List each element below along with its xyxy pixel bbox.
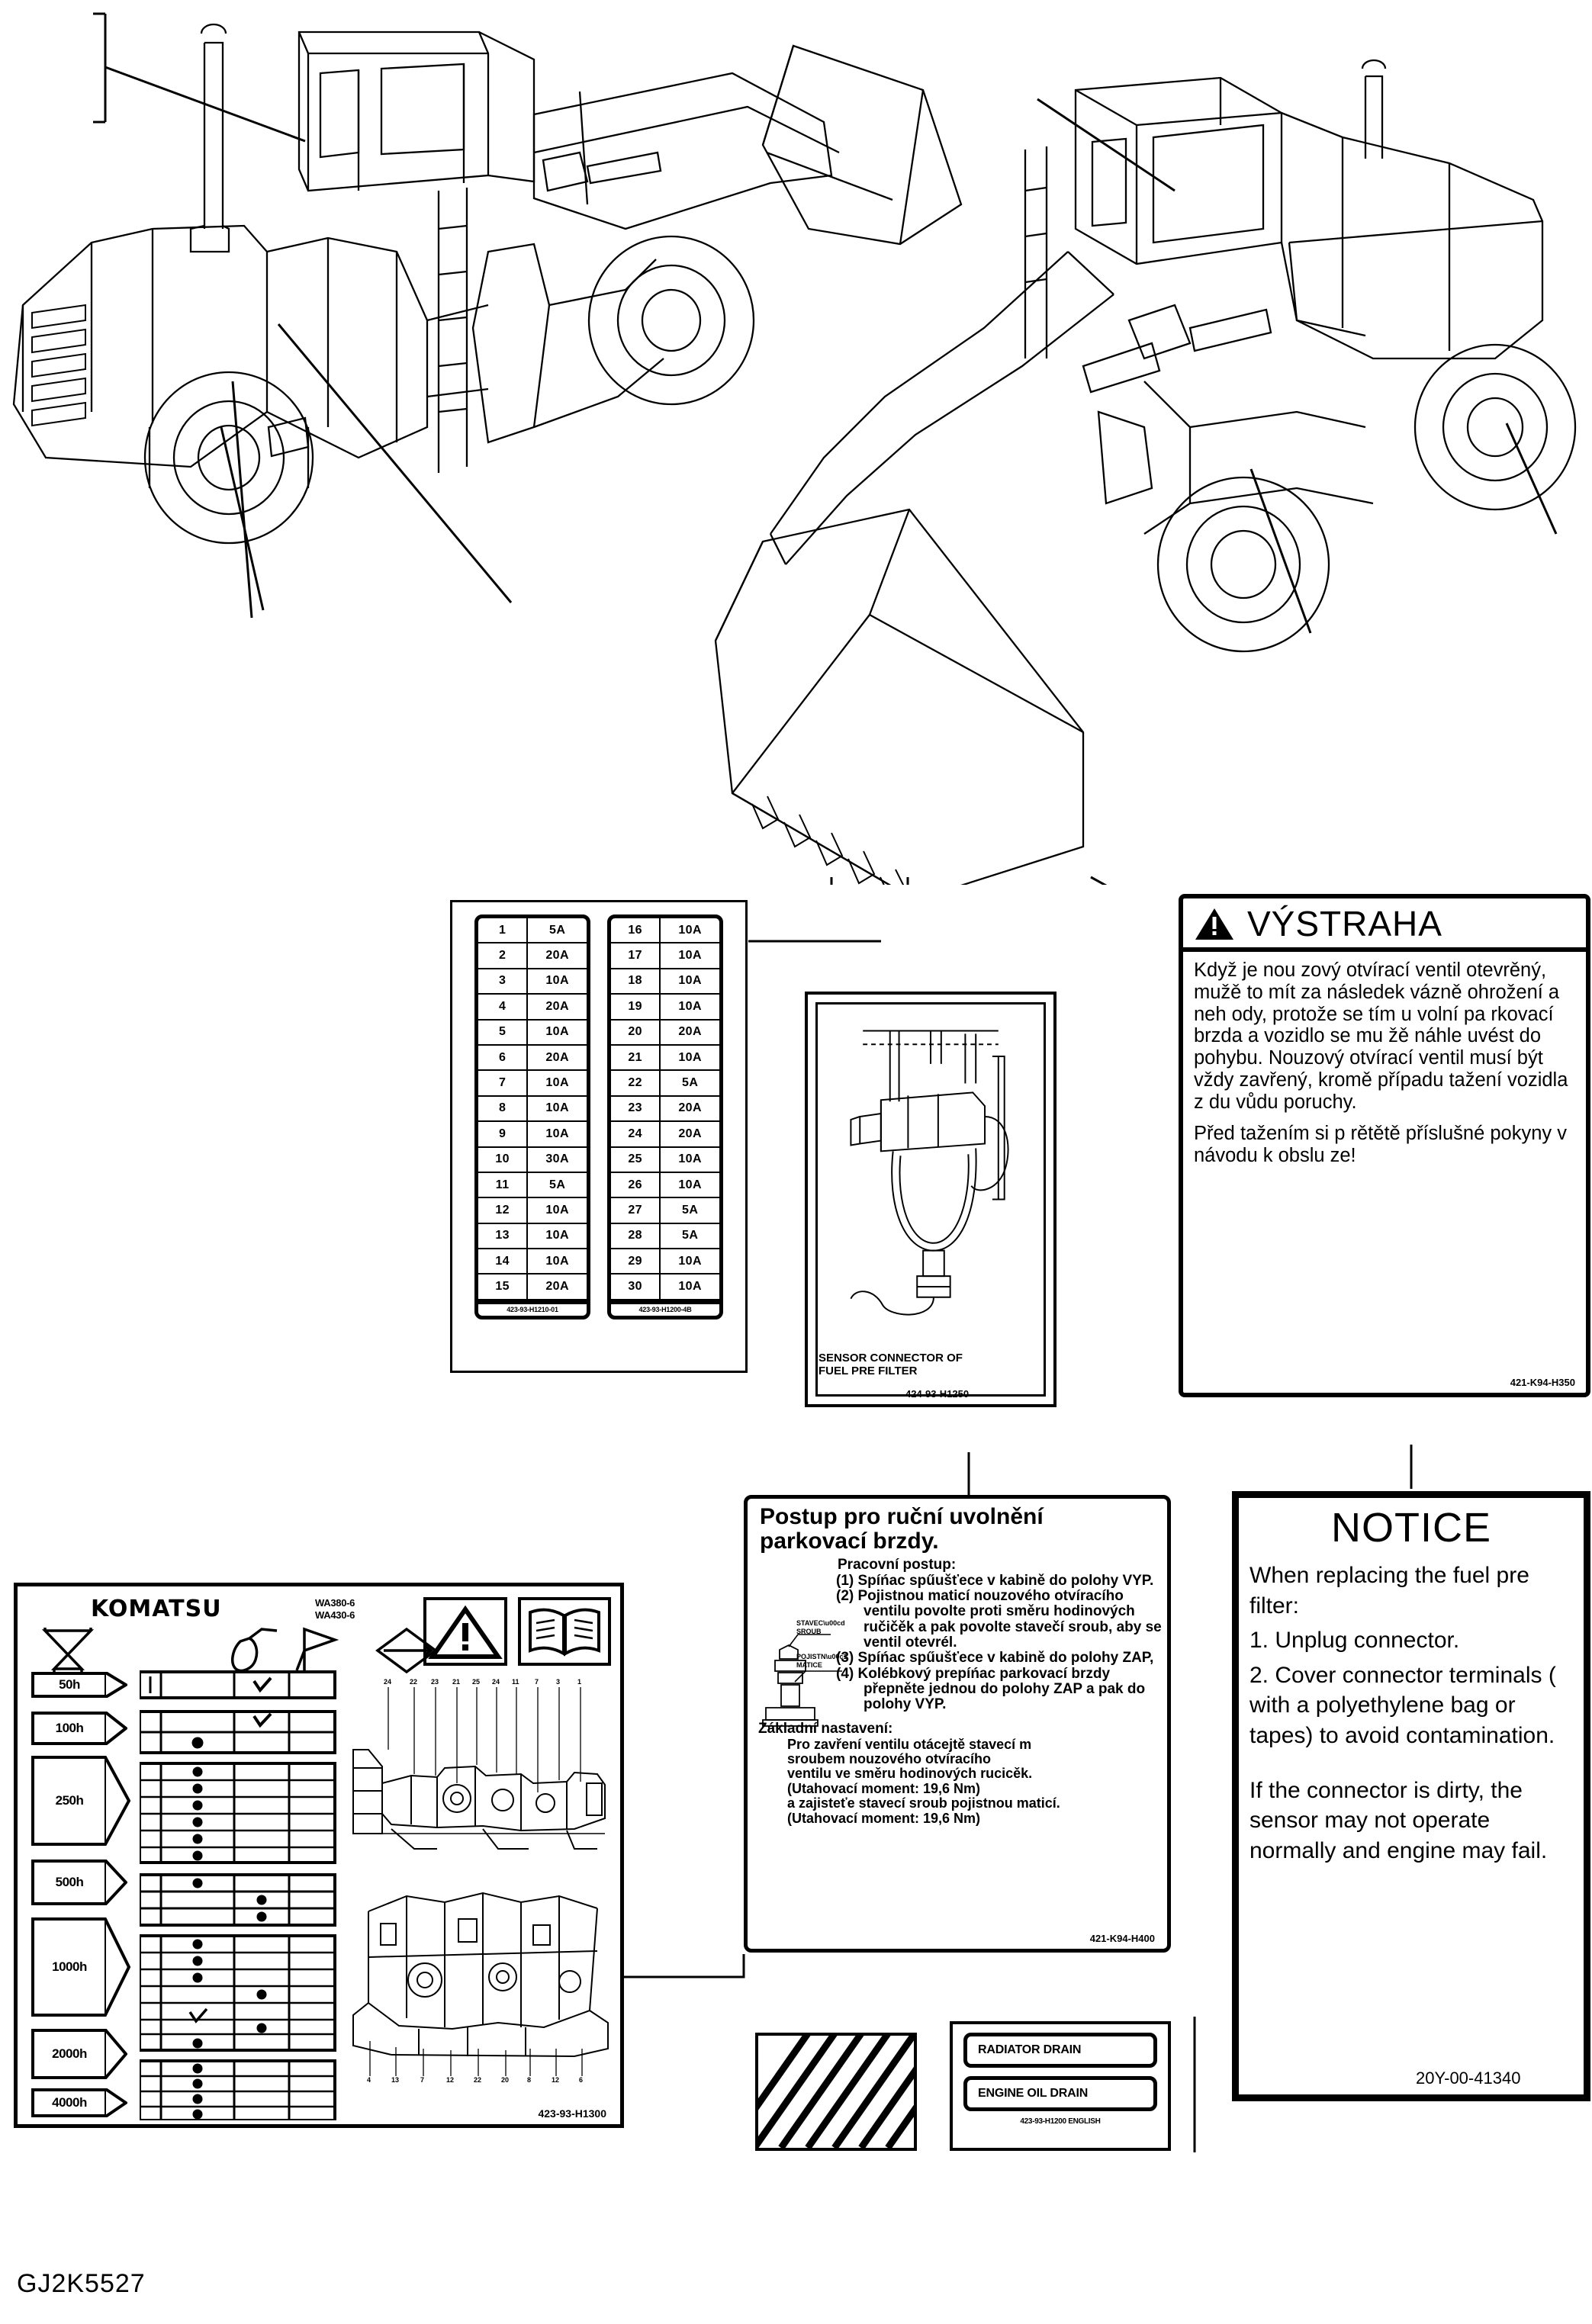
fuse-rating: 10A (678, 1050, 702, 1064)
fuse-rating: 20A (545, 999, 569, 1013)
fuse-row (478, 918, 587, 943)
fuse-row (478, 1173, 587, 1198)
fuse-number: 2 (478, 943, 528, 967)
fuse-row (478, 1021, 587, 1046)
fuse-rating: 10A (678, 1254, 702, 1268)
arrow-head-icon (105, 1756, 130, 1846)
svg-text:13: 13 (391, 2076, 400, 2084)
warning-triangle-icon (425, 1599, 506, 1664)
fuse-rating: 30A (545, 1152, 569, 1166)
brake-title (748, 1499, 1167, 1557)
brake-label-top-leader (946, 1449, 992, 1503)
fuse-rating: 20A (545, 949, 569, 963)
notice-outro: If the connector is dirty, the sensor may not operate normally and engine may fail. (1249, 1777, 1548, 1863)
svg-text:4: 4 (367, 2076, 371, 2084)
arrow-head-icon (105, 1860, 127, 1905)
machine-upper-diagram (346, 1676, 614, 1856)
brake-basic-line: ventilu ve směru hodinových rucicěk. (787, 1766, 1033, 1782)
fuse-number: 23 (611, 1097, 661, 1120)
fuse-row (611, 969, 719, 995)
fuse-number: 28 (611, 1224, 661, 1248)
svg-text:12: 12 (552, 2076, 560, 2084)
arrow-head-icon (105, 2029, 127, 2079)
fuse-number: 9 (478, 1122, 528, 1146)
fuse-number: 12 (478, 1198, 528, 1222)
brake-basic-line: Pro zavření ventilu otácejtě stavecí m (787, 1736, 1032, 1752)
notice-spacer (1239, 1756, 1584, 1776)
interval-label: 1000h (31, 1917, 105, 2017)
fuse-number: 4 (478, 995, 528, 1018)
fuse-box-label (450, 900, 748, 1373)
fuse-number: 26 (611, 1173, 661, 1197)
radiator-drain-button: RADIATOR DRAIN (963, 2033, 1157, 2068)
fuse-rating: 5A (549, 923, 566, 937)
fuse-rating: 10A (545, 1254, 569, 1268)
maintenance-symbol-icons (423, 1597, 614, 1666)
drawing-number: GJ2K5527 (17, 2269, 146, 2298)
warning-header (1183, 898, 1586, 952)
drain-leader-line (1175, 2014, 1221, 2158)
machine-illustrations (0, 0, 1592, 885)
fuse-number: 29 (611, 1249, 661, 1273)
fuse-number: 7 (478, 1071, 528, 1094)
upper-item-numbers (384, 1678, 581, 1686)
arrow-head-icon (105, 1712, 127, 1745)
fuse-rating: 10A (678, 1152, 702, 1166)
fuse-rating: 5A (549, 1178, 566, 1191)
svg-text:6: 6 (579, 2076, 584, 2084)
warning-label-vystraha (1179, 894, 1590, 1397)
machine-lower-diagram (346, 1866, 614, 2087)
fuse-number: 11 (478, 1173, 528, 1197)
lower-item-numbers (367, 2076, 583, 2084)
svg-text:8: 8 (527, 2076, 532, 2084)
fuse-row (611, 1224, 719, 1249)
sensor-connector-label (805, 992, 1057, 1407)
fuse-row (478, 1046, 587, 1071)
brake-basic-line: sroubem nouzového otvíracího (787, 1750, 992, 1766)
fuse-number: 6 (478, 1046, 528, 1069)
interval-label: 100h (31, 1712, 105, 1745)
brake-basic-line: (Utahovací moment: 19,6 Nm) (787, 1810, 981, 1826)
notice-label (1232, 1491, 1590, 2101)
svg-text:22: 22 (474, 2076, 482, 2084)
fuse-row (611, 1122, 719, 1147)
sensor-caption-line2: FUEL PRE FILTER (819, 1365, 918, 1378)
fuse-rating: 10A (678, 974, 702, 988)
fuse-row (478, 995, 587, 1020)
fuse-row (478, 969, 587, 995)
fuse-row (611, 995, 719, 1020)
brake-valve-diagram (758, 1613, 880, 1739)
fuse-number: 5 (478, 1021, 528, 1044)
svg-text:3: 3 (556, 1678, 561, 1686)
fuse-row (611, 1071, 719, 1096)
svg-text:21: 21 (452, 1678, 461, 1686)
fuse-rating: 10A (545, 1076, 569, 1090)
fuse-number: 27 (611, 1198, 661, 1222)
sensor-caption-line1: SENSOR CONNECTOR OF (819, 1352, 963, 1365)
fuse-column-part-number: 423-93-H1210-01 (478, 1300, 587, 1316)
fuse-row (611, 943, 719, 969)
fuse-number: 1 (478, 918, 528, 942)
warning-paragraph-2: Před tažením si p rětětě příslušné pokyny v návodu k obslu ze! (1194, 1122, 1567, 1166)
brake-subheading: Pracovní postup: (838, 1556, 957, 1573)
maintenance-chart-label (14, 1583, 624, 2128)
warning-body (1183, 952, 1586, 1178)
svg-text:1: 1 (577, 1678, 582, 1686)
fuse-rating: 10A (545, 1101, 569, 1115)
hazard-stripe-label (755, 2033, 917, 2151)
warning-title: VÝSTRAHA (1247, 904, 1442, 943)
fuse-row (478, 1224, 587, 1249)
komatsu-logo: KOMATSU (91, 1596, 222, 1622)
svg-text:11: 11 (512, 1678, 519, 1686)
fuse-number: 24 (611, 1122, 661, 1146)
fuse-number: 21 (611, 1046, 661, 1069)
callout-stavec-sroub: STAVEC\u00cd (796, 1619, 845, 1627)
arrow-head-icon (105, 1672, 127, 1698)
interval-label: 4000h (31, 2088, 105, 2117)
arrow-head-icon (105, 2088, 127, 2117)
parking-brake-procedure-label (744, 1495, 1171, 1953)
fuse-rating: 20A (545, 1050, 569, 1064)
fuse-leader-line (744, 915, 896, 961)
interval-50h (31, 1672, 127, 1698)
drain-plug-label (950, 2021, 1171, 2151)
fuse-rating: 5A (682, 1076, 699, 1090)
interval-4000h (31, 2088, 127, 2117)
fuse-row (611, 1198, 719, 1223)
interval-label: 2000h (31, 2029, 105, 2079)
svg-text:24: 24 (492, 1678, 500, 1686)
fuse-number: 19 (611, 995, 661, 1018)
fuse-rating: 10A (545, 974, 569, 988)
svg-text:22: 22 (410, 1678, 418, 1686)
wheel-loader-right (716, 60, 1575, 885)
brake-step: (2) Pojistnou maticí nouzového otvíracího ventilu povolte proti směru hodinových ručičěk a pak povolte stavečí sroub, aby se ventil otevrél. (836, 1587, 1162, 1651)
svg-text:24: 24 (384, 1678, 392, 1686)
fuse-rating: 20A (678, 1101, 702, 1115)
fuse-row (611, 1148, 719, 1173)
model-1: WA380-6 (315, 1597, 355, 1609)
callout-pojistna-matice: POJISTN\u00c1 (796, 1653, 847, 1660)
fuse-number: 14 (478, 1249, 528, 1273)
svg-text:20: 20 (501, 2076, 510, 2084)
fuse-rating: 5A (682, 1203, 699, 1217)
interval-100h (31, 1712, 127, 1745)
fuse-row (478, 1275, 587, 1300)
warning-part-number: 421-K94-H350 (1510, 1377, 1575, 1388)
fuse-rating: 5A (682, 1229, 699, 1242)
fuse-row (478, 1122, 587, 1147)
notice-title: NOTICE (1330, 1505, 1491, 1551)
fuse-row (611, 1097, 719, 1122)
fuse-row (611, 1046, 719, 1071)
notice-intro: When replacing the fuel pre filter: (1249, 1563, 1529, 1618)
fuse-number: 20 (611, 1021, 661, 1044)
fuse-row (478, 1097, 587, 1122)
brake-title-line1: Postup pro ruční uvolnění (760, 1504, 1044, 1529)
brake-basic-line: (Utahovací moment: 19,6 Nm) (787, 1780, 981, 1796)
svg-text:12: 12 (446, 2076, 455, 2084)
fuse-row (611, 1021, 719, 1046)
fuse-row (478, 1249, 587, 1275)
svg-text:7: 7 (535, 1678, 539, 1686)
interval-250h (31, 1756, 130, 1846)
fuse-rating: 20A (678, 1127, 702, 1140)
hourglass-icon (45, 1628, 91, 1672)
brake-step: (3) Spíńac spűušťece v kabině do polohy ZAP, (836, 1650, 1154, 1667)
svg-text:23: 23 (431, 1678, 439, 1686)
engine-oil-drain-button: ENGINE OIL DRAIN (963, 2076, 1157, 2111)
maintenance-grid (140, 1670, 338, 2120)
maintenance-part-number: 423-93-H1300 (538, 2107, 606, 2120)
brake-basic-line: a zajisteťe stavecí sroub pojistnou maticí. (787, 1795, 1060, 1811)
fuse-number: 8 (478, 1097, 528, 1120)
fuse-number: 10 (478, 1148, 528, 1172)
svg-text:SROUB: SROUB (796, 1628, 822, 1635)
brake-step: (4) Kolébkový prepíńac parkovací brzdy přepněte jednou do polohy ZAP a pak do polohy VYP. (836, 1665, 1146, 1713)
fuse-columns (452, 902, 745, 1332)
maintenance-models (315, 1597, 355, 1622)
brake-title-line2: parkovací brzdy. (760, 1528, 939, 1554)
fuse-rating: 10A (545, 1229, 569, 1242)
fuse-number: 13 (478, 1224, 528, 1248)
fuse-rating: 10A (678, 1280, 702, 1294)
interval-label: 250h (31, 1756, 105, 1846)
fuse-column-1 (474, 914, 590, 1320)
interval-2000h (31, 2029, 127, 2079)
sensor-part-number: 424-93-H1250 (905, 1388, 970, 1400)
notice-part-number: 20Y-00-41340 (1416, 2068, 1521, 2088)
fuse-rating: 10A (678, 1178, 702, 1191)
fuse-number: 25 (611, 1148, 661, 1172)
arrow-head-icon (105, 1917, 130, 2017)
fuse-row (611, 1249, 719, 1275)
oil-can-icon (233, 1629, 277, 1670)
interval-label: 50h (31, 1672, 105, 1698)
fuse-rating: 10A (545, 1127, 569, 1140)
stripes-icon (758, 2036, 914, 2148)
notice-item: 1. Unplug connector. (1249, 1628, 1460, 1654)
fuse-number: 16 (611, 918, 661, 942)
interval-1000h (31, 1917, 130, 2017)
fuse-number: 22 (611, 1071, 661, 1094)
fuel-pre-filter-illustration (818, 1004, 1044, 1394)
svg-text:7: 7 (420, 2076, 425, 2084)
brake-part-number: 421-K94-H400 (1089, 1933, 1155, 1944)
svg-text:MATICE: MATICE (796, 1661, 822, 1669)
interval-500h (31, 1860, 127, 1905)
fuse-rating: 20A (545, 1280, 569, 1294)
fuse-row (478, 1071, 587, 1096)
fuse-rating: 10A (678, 949, 702, 963)
warning-triangle-icon (1194, 906, 1235, 941)
fuse-column-2 (607, 914, 723, 1320)
fuse-rating: 10A (678, 999, 702, 1013)
fuse-rating: 10A (678, 923, 702, 937)
fuse-column-part-number: 423-93-H1200-4B (611, 1300, 719, 1316)
notice-item: 2. Cover connector terminals ( with a polyethylene bag or tapes) to avoid contamination. (1249, 1662, 1556, 1748)
drain-part-number: 423-93-H1200 ENGLISH (1020, 2117, 1101, 2126)
fuse-number: 30 (611, 1275, 661, 1298)
fuse-rating: 10A (545, 1025, 569, 1039)
notice-leader-line (1388, 1442, 1434, 1495)
fuse-number: 3 (478, 969, 528, 993)
fuse-row (611, 1275, 719, 1300)
fuse-row (478, 943, 587, 969)
model-2: WA430-6 (315, 1609, 355, 1622)
brake-step: (1) Spíńac spűušťece v kabině do polohy VYP. (836, 1572, 1154, 1589)
sensor-caption (819, 1352, 963, 1378)
fuse-number: 17 (611, 943, 661, 967)
svg-text:25: 25 (472, 1678, 481, 1686)
grease-gun-icon (297, 1629, 335, 1670)
interval-label: 500h (31, 1860, 105, 1905)
fuse-number: 15 (478, 1275, 528, 1298)
fuse-row (478, 1198, 587, 1223)
warning-paragraph-1: Když je nou zový otvírací ventil otevrěný, mužě to mít za následek vázně ohrožení a neh ody, protože se tím u volní pa rkovací brzda a vozidlo se mu žě náhle uvést do pohybu. Nouzový otvírací ventil musí být vždy zavřený, kromě případu tažení vozidla z du vůdu poruchy. (1194, 959, 1568, 1113)
brake-basic-heading: Základní nastavení: (758, 1720, 893, 1737)
fuse-row (611, 1173, 719, 1198)
leader-lines-top (93, 14, 1556, 633)
sensor-illustration-frame (815, 1002, 1046, 1397)
fuse-row (611, 918, 719, 943)
manual-book-icon (519, 1599, 609, 1664)
fuse-rating: 20A (678, 1025, 702, 1039)
fuse-row (478, 1148, 587, 1173)
fuse-rating: 10A (545, 1203, 569, 1217)
fuse-number: 18 (611, 969, 661, 993)
